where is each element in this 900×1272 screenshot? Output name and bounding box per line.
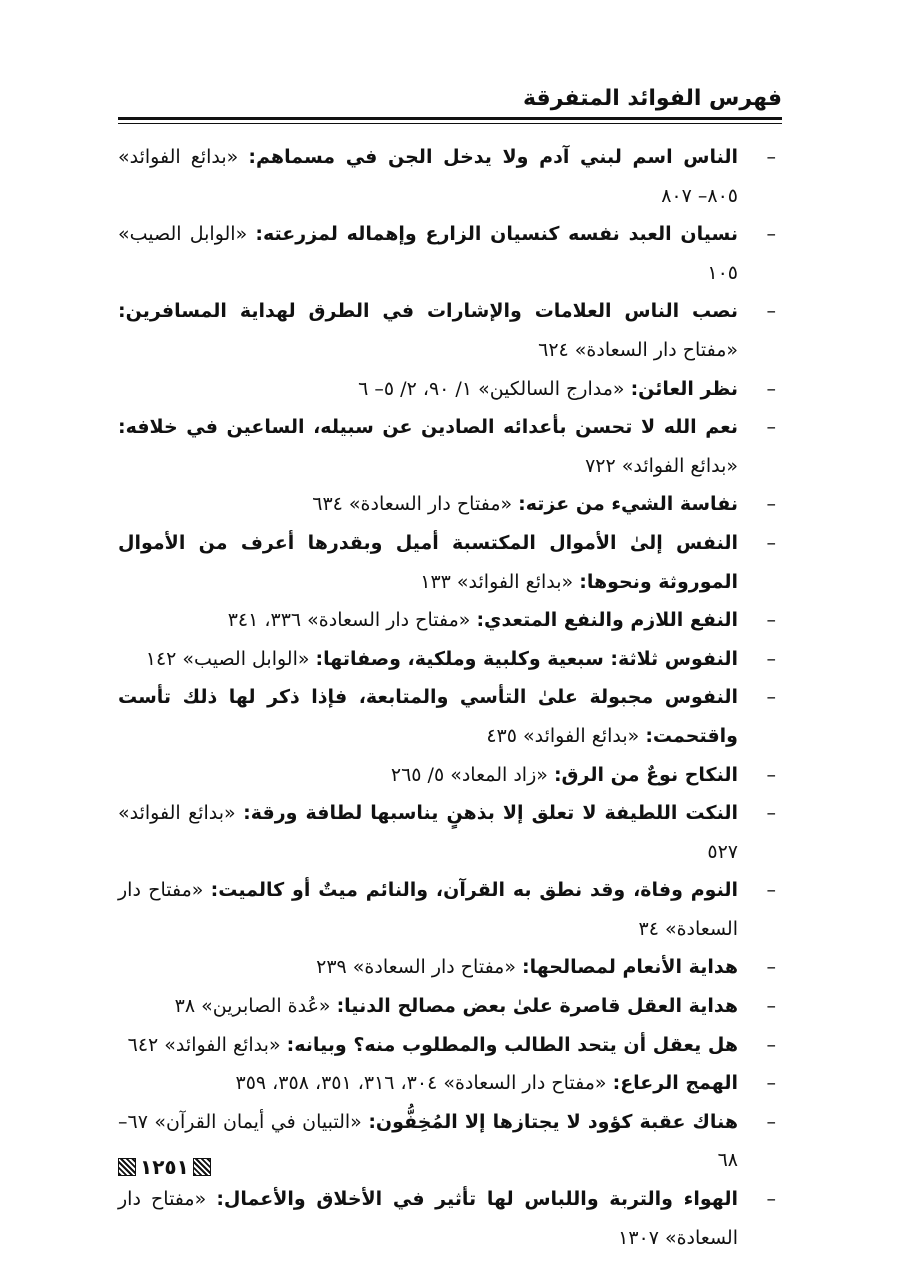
entry-term: النكاح نوعٌ من الرق: <box>553 763 738 786</box>
index-entries-list <box>118 138 782 1257</box>
entry-dash: – <box>766 995 776 1018</box>
entry-reference: «مدارج السالكين» ١/ ٩٠، ٢/ ٥– ٦ <box>358 377 625 400</box>
entry-term: هل يعقل أن يتحد الطالب والمطلوب منه؟ وبيانه: <box>286 1033 738 1056</box>
entry-reference: «مفتاح دار السعادة» ٦٢٤ <box>538 338 738 361</box>
entry-dash: – <box>766 686 776 709</box>
entry-reference: «مفتاح دار السعادة» ١٣٠٧ <box>118 1188 738 1249</box>
entry-reference: «مفتاح دار السعادة» ٣٤ <box>118 879 738 940</box>
entry-reference: «الوابل الصيب» ١٠٥ <box>118 223 738 284</box>
index-entry <box>118 370 782 409</box>
entry-dash: – <box>766 1033 776 1056</box>
entry-dash: – <box>766 647 776 670</box>
entry-term: النوم وفاة، وقد نطق به القرآن، والنائم ميتٌ أو كالميت: <box>210 879 738 902</box>
index-entry <box>118 408 782 485</box>
entry-term: النفوس ثلاثة: سبعية وكلبية وملكية، وصفاتها: <box>315 647 738 670</box>
entry-reference: «بدائع الفوائد» ٧٢٢ <box>585 454 738 477</box>
header-rule-thick <box>118 117 782 120</box>
entry-reference: «مفتاح دار السعادة» ٦٣٤ <box>312 493 513 516</box>
index-entry <box>118 678 782 755</box>
entry-dash: – <box>766 416 776 439</box>
entry-term: نظر العائن: <box>630 377 738 400</box>
entry-term: نفاسة الشيء من عزته: <box>518 493 738 516</box>
entry-dash: – <box>766 763 776 786</box>
entry-dash: – <box>766 1072 776 1095</box>
entry-term: نصب الناس العلامات والإشارات في الطرق لهداية المسافرين: <box>118 300 738 323</box>
entry-reference: «عُدة الصابرين» ٣٨ <box>174 995 331 1018</box>
entry-term: النكت اللطيفة لا تعلق إلا بذهنٍ يناسبها لطافة ورقة: <box>243 802 738 825</box>
entry-term: النفع اللازم والنفع المتعدي: <box>476 609 738 632</box>
entry-dash: – <box>766 1110 776 1133</box>
entry-dash: – <box>766 531 776 554</box>
entry-dash: – <box>766 802 776 825</box>
entry-term: الهمج الرعاع: <box>612 1072 738 1095</box>
index-entry <box>118 138 782 215</box>
entry-term: هداية الأنعام لمصالحها: <box>522 956 738 979</box>
index-entry <box>118 1180 782 1257</box>
page-header-title: فهرس الفوائد المتفرقة <box>522 86 782 111</box>
index-entry <box>118 756 782 795</box>
index-entry <box>118 1026 782 1065</box>
index-entry <box>118 640 782 679</box>
entry-term: النفوس مجبولة علىٰ التأسي والمتابعة، فإذا ذكر لها ذلك تأست واقتحمت: <box>118 686 738 747</box>
entry-reference: «مفتاح دار السعادة» ٢٣٩ <box>316 956 516 979</box>
ornament-right-icon <box>193 1158 211 1176</box>
entry-reference: «بدائع الفوائد» ٦٤٢ <box>127 1033 281 1056</box>
entry-reference: «بدائع الفوائد» ٥٢٧ <box>118 802 738 863</box>
index-entry <box>118 871 782 948</box>
entry-term: نسيان العبد نفسه كنسيان الزارع وإهماله لمزرعته: <box>255 223 739 246</box>
entry-dash: – <box>766 1188 776 1211</box>
entry-reference: «الوابل الصيب» ١٤٢ <box>145 647 310 670</box>
entry-reference: «مفتاح دار السعادة» ٣٣٦، ٣٤١ <box>227 609 471 632</box>
ornament-left-icon <box>118 1158 136 1176</box>
index-entry <box>118 794 782 871</box>
index-entry <box>118 1103 782 1180</box>
index-entry <box>118 524 782 601</box>
entry-dash: – <box>766 146 776 168</box>
entry-dash: – <box>766 956 776 979</box>
index-entry <box>118 601 782 640</box>
entry-dash: – <box>766 377 776 400</box>
entry-term: النفس إلىٰ الأموال المكتسبة أميل وبقدرها أعرف من الأموال الموروثة ونحوها: <box>118 531 738 593</box>
page-footer <box>118 1155 211 1179</box>
entry-dash: – <box>766 223 776 246</box>
entry-reference: «مفتاح دار السعادة» ٣٠٤، ٣١٦، ٣٥١، ٣٥٨، ٣٥٩ <box>235 1072 607 1095</box>
entry-term: نعم الله لا تحسن بأعدائه الصادين عن سبيله، الساعين في خلافه: <box>118 416 738 439</box>
index-entry <box>118 948 782 987</box>
entry-dash: – <box>766 609 776 632</box>
entry-dash: – <box>766 879 776 902</box>
entry-reference: «التبيان في أيمان القرآن» ٦٧– ٦٨ <box>118 1110 738 1172</box>
index-entry <box>118 215 782 292</box>
entry-reference: «بدائع الفوائد» ١٣٣ <box>420 570 574 593</box>
entry-dash: – <box>766 300 776 323</box>
entry-dash: – <box>766 493 776 516</box>
entry-term: الناس اسم لبني آدم ولا يدخل الجن في مسماهم: <box>248 146 739 168</box>
index-entry <box>118 1064 782 1103</box>
index-entry <box>118 485 782 524</box>
page-number: ١٢٥١ <box>140 1155 189 1179</box>
entry-term: الهواء والتربة واللباس لها تأثير في الأخلاق والأعمال: <box>216 1188 738 1211</box>
index-entry <box>118 987 782 1026</box>
entry-reference: «زاد المعاد» ٥/ ٢٦٥ <box>390 763 548 786</box>
index-entry <box>118 292 782 369</box>
entry-term: هناك عقبة كؤود لا يجتازها إلا المُخِفُّون: <box>368 1110 738 1133</box>
entry-reference: «بدائع الفوائد» ٨٠٥– ٨٠٧ <box>118 146 738 207</box>
entry-reference: «بدائع الفوائد» ٤٣٥ <box>486 724 640 747</box>
header-rule-thin <box>118 123 782 124</box>
entry-term: هداية العقل قاصرة علىٰ بعض مصالح الدنيا: <box>336 995 738 1018</box>
